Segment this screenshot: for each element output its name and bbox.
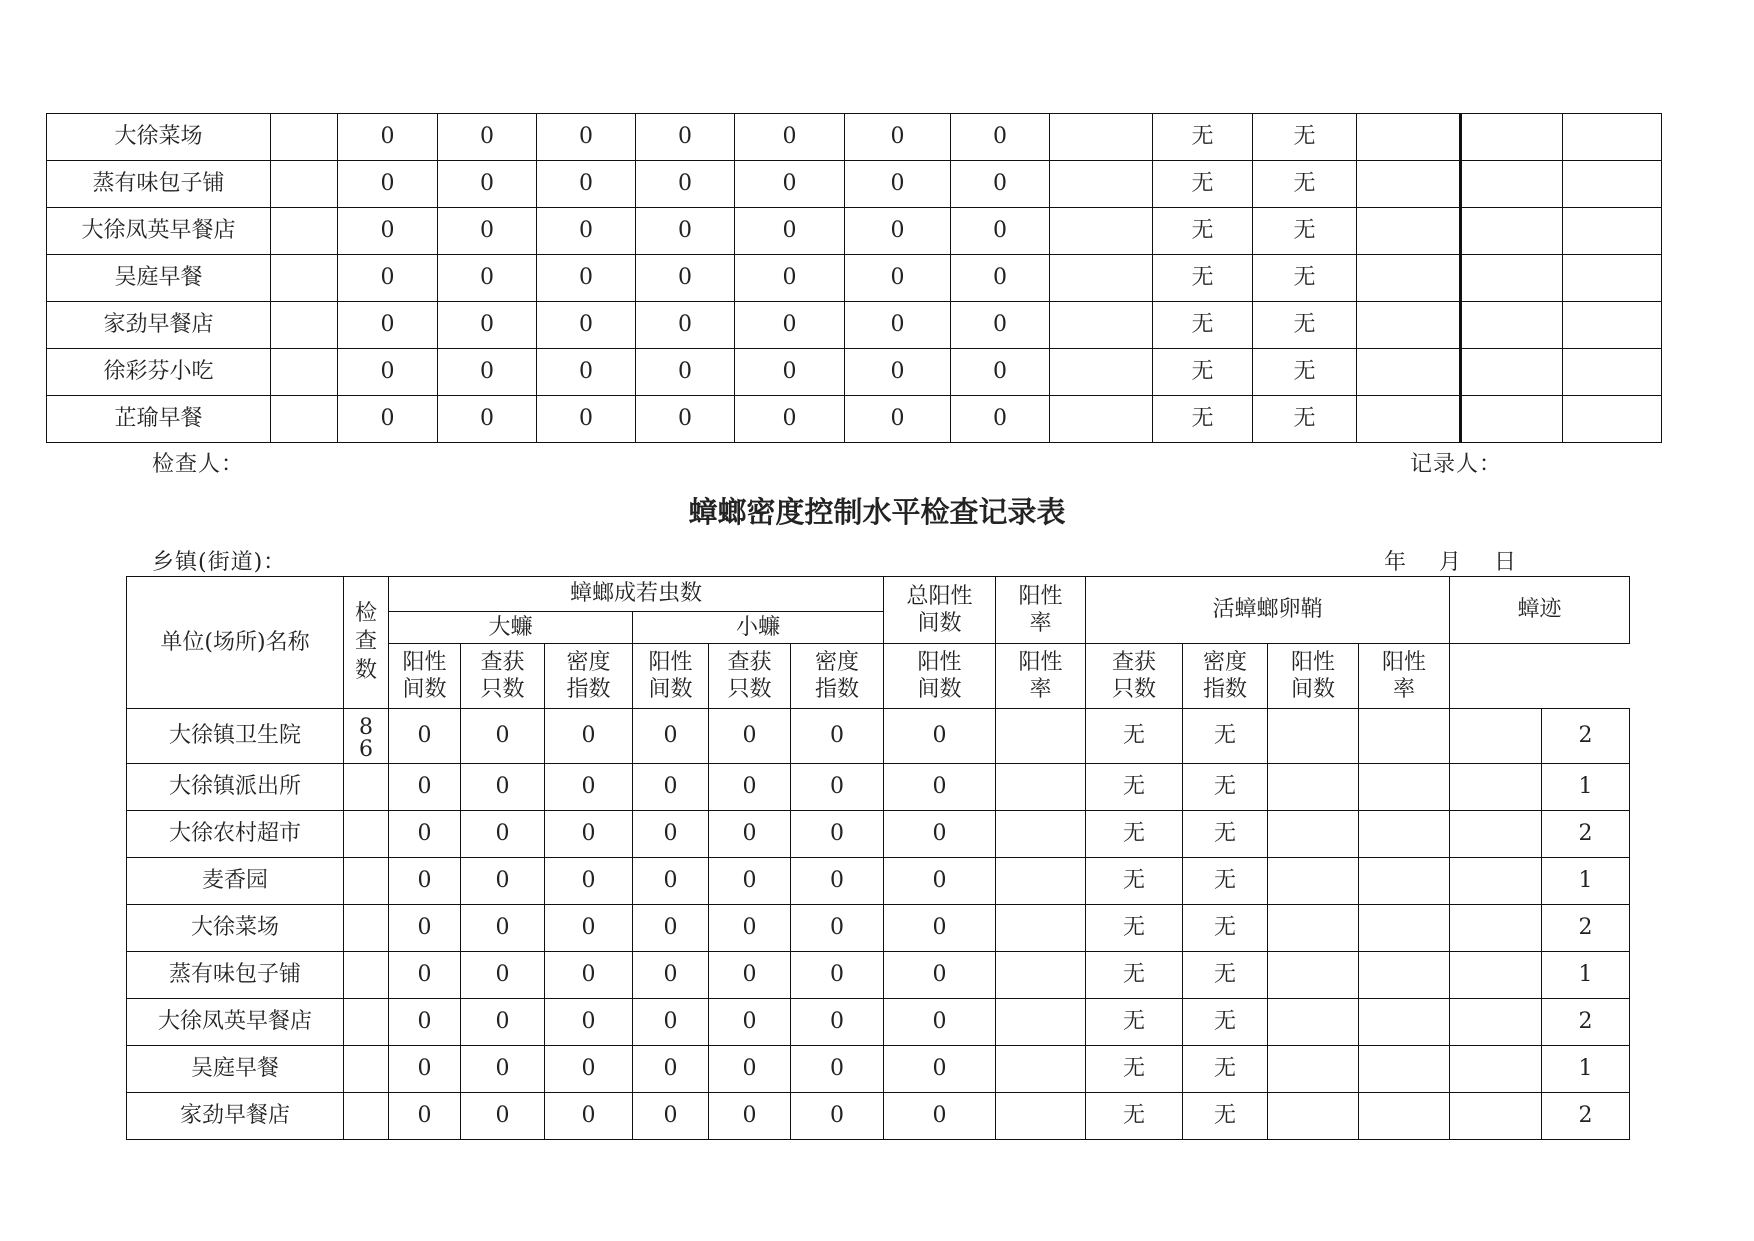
egg-caught-cell xyxy=(1357,396,1461,443)
trace-pos-rate-cell: 1 xyxy=(1542,858,1630,905)
value-cell: 0 xyxy=(389,952,461,999)
header-trace: 蟑迹 xyxy=(1450,577,1630,644)
value-cell: 0 xyxy=(461,1046,545,1093)
pos-rate-cell xyxy=(996,764,1086,811)
value-cell: 0 xyxy=(537,208,636,255)
value-cell: 0 xyxy=(791,811,884,858)
value-cell: 0 xyxy=(845,302,951,349)
value-cell: 0 xyxy=(438,349,537,396)
trace-pos-count-cell xyxy=(1450,811,1542,858)
value-cell: 0 xyxy=(951,114,1050,161)
check-count-cell xyxy=(344,952,389,999)
trace-pos-rate-cell: 2 xyxy=(1542,905,1630,952)
value-cell: 0 xyxy=(636,255,735,302)
unit-name-cell: 大徐菜场 xyxy=(47,114,271,161)
trace-pos-rate-cell: 2 xyxy=(1542,999,1630,1046)
table-row xyxy=(127,999,1630,1046)
header-adult-nymph: 蟑螂成若虫数 xyxy=(389,577,884,612)
check-count-cell xyxy=(344,999,389,1046)
value-cell: 0 xyxy=(537,349,636,396)
value-cell: 0 xyxy=(791,905,884,952)
unit-name-cell: 麦香园 xyxy=(127,858,344,905)
egg-density-cell xyxy=(1461,396,1563,443)
value-cell: 0 xyxy=(884,1093,996,1140)
pos-rate-cell xyxy=(996,811,1086,858)
header-total-pos: 总阳性间数 xyxy=(884,577,996,644)
value-cell: 0 xyxy=(461,905,545,952)
egg-pos-rate-cell: 无 xyxy=(1183,1046,1268,1093)
egg-caught-cell xyxy=(1357,349,1461,396)
egg-pos-count-cell: 无 xyxy=(1086,764,1183,811)
value-cell: 0 xyxy=(461,709,545,764)
egg-caught-cell xyxy=(1268,764,1359,811)
header-egg-pos-rate: 阳性率 xyxy=(996,644,1086,709)
egg-pos-count-cell: 无 xyxy=(1153,396,1253,443)
header-trace-pos-count: 阳性间数 xyxy=(1268,644,1359,709)
trace-pos-count-cell xyxy=(1450,764,1542,811)
value-cell: 0 xyxy=(709,764,791,811)
check-count-cell xyxy=(344,1093,389,1140)
table-row xyxy=(47,396,1662,443)
pos-rate-cell xyxy=(996,905,1086,952)
value-cell: 0 xyxy=(438,208,537,255)
value-cell: 0 xyxy=(845,208,951,255)
value-cell: 0 xyxy=(461,858,545,905)
value-cell: 0 xyxy=(537,114,636,161)
check-count-cell xyxy=(271,161,338,208)
egg-caught-cell xyxy=(1268,858,1359,905)
value-cell: 0 xyxy=(951,396,1050,443)
value-cell: 0 xyxy=(709,709,791,764)
header-large-caught: 查获只数 xyxy=(461,644,545,709)
table-row xyxy=(47,161,1662,208)
header-small: 小蠊 xyxy=(633,612,884,644)
value-cell: 0 xyxy=(884,764,996,811)
value-cell: 0 xyxy=(389,709,461,764)
egg-caught-cell xyxy=(1268,905,1359,952)
egg-caught-cell xyxy=(1357,302,1461,349)
egg-density-cell xyxy=(1359,709,1450,764)
check-count-cell xyxy=(271,349,338,396)
value-cell: 0 xyxy=(636,208,735,255)
egg-pos-rate-cell: 无 xyxy=(1253,255,1357,302)
value-cell: 0 xyxy=(545,1093,633,1140)
value-cell: 0 xyxy=(461,1093,545,1140)
value-cell: 0 xyxy=(636,349,735,396)
value-cell: 0 xyxy=(845,255,951,302)
egg-pos-count-cell: 无 xyxy=(1086,811,1183,858)
unit-name-cell: 芷瑜早餐 xyxy=(47,396,271,443)
trace-cell xyxy=(1563,208,1662,255)
value-cell: 0 xyxy=(709,1093,791,1140)
value-cell: 0 xyxy=(389,764,461,811)
value-cell: 0 xyxy=(545,905,633,952)
table-row xyxy=(47,208,1662,255)
value-cell: 0 xyxy=(545,858,633,905)
header-small-density: 密度指数 xyxy=(791,644,884,709)
table-row xyxy=(47,302,1662,349)
egg-pos-rate-cell: 无 xyxy=(1183,1093,1268,1140)
header-small-pos-count: 阳性间数 xyxy=(633,644,709,709)
pos-rate-cell xyxy=(996,1046,1086,1093)
trace-pos-count-cell xyxy=(1450,1046,1542,1093)
egg-pos-count-cell: 无 xyxy=(1086,999,1183,1046)
egg-density-cell xyxy=(1359,811,1450,858)
trace-pos-count-cell xyxy=(1450,905,1542,952)
value-cell: 0 xyxy=(545,1046,633,1093)
value-cell: 0 xyxy=(636,161,735,208)
value-cell: 0 xyxy=(338,161,438,208)
recorder-label: 记录人： xyxy=(1410,452,1503,477)
pos-rate-cell xyxy=(1050,396,1153,443)
table-row xyxy=(47,349,1662,396)
header-large-density: 密度指数 xyxy=(545,644,633,709)
value-cell: 0 xyxy=(709,1046,791,1093)
value-cell: 0 xyxy=(461,811,545,858)
value-cell: 0 xyxy=(545,952,633,999)
value-cell: 0 xyxy=(438,396,537,443)
value-cell: 0 xyxy=(951,208,1050,255)
value-cell: 0 xyxy=(951,255,1050,302)
value-cell: 0 xyxy=(735,161,845,208)
egg-pos-count-cell: 无 xyxy=(1086,858,1183,905)
pos-rate-cell xyxy=(1050,302,1153,349)
value-cell: 0 xyxy=(884,1046,996,1093)
table-row xyxy=(127,1093,1630,1140)
pos-rate-cell xyxy=(1050,208,1153,255)
table-row xyxy=(127,764,1630,811)
table-row xyxy=(127,811,1630,858)
trace-pos-rate-cell: 1 xyxy=(1542,952,1630,999)
trace-cell xyxy=(1563,396,1662,443)
unit-name-cell: 大徐凤英早餐店 xyxy=(47,208,271,255)
egg-density-cell xyxy=(1359,999,1450,1046)
egg-density-cell xyxy=(1359,1046,1450,1093)
egg-pos-count-cell: 无 xyxy=(1153,114,1253,161)
value-cell: 0 xyxy=(951,349,1050,396)
header-egg-pos-count: 阳性间数 xyxy=(884,644,996,709)
value-cell: 0 xyxy=(545,999,633,1046)
egg-caught-cell xyxy=(1357,161,1461,208)
page-title: 蟑螂密度控制水平检查记录表 xyxy=(688,495,1066,529)
value-cell: 0 xyxy=(709,999,791,1046)
trace-cell xyxy=(1563,349,1662,396)
check-count-cell xyxy=(344,811,389,858)
header-large: 大蠊 xyxy=(389,612,633,644)
trace-cell xyxy=(1563,161,1662,208)
value-cell: 0 xyxy=(735,302,845,349)
town-label: 乡镇(街道)： xyxy=(152,550,287,575)
value-cell: 0 xyxy=(338,349,438,396)
value-cell: 0 xyxy=(709,811,791,858)
egg-density-cell xyxy=(1359,764,1450,811)
previous-page-table xyxy=(46,113,1662,443)
header-trace-pos-rate: 阳性率 xyxy=(1359,644,1450,709)
egg-pos-rate-cell: 无 xyxy=(1183,709,1268,764)
egg-caught-cell xyxy=(1357,255,1461,302)
header-egg-caught: 查获只数 xyxy=(1086,644,1183,709)
trace-pos-rate-cell: 2 xyxy=(1542,709,1630,764)
egg-pos-rate-cell: 无 xyxy=(1183,952,1268,999)
value-cell: 0 xyxy=(884,952,996,999)
value-cell: 0 xyxy=(633,811,709,858)
unit-name-cell: 大徐农村超市 xyxy=(127,811,344,858)
value-cell: 0 xyxy=(461,764,545,811)
egg-density-cell xyxy=(1461,302,1563,349)
value-cell: 0 xyxy=(791,999,884,1046)
value-cell: 0 xyxy=(735,255,845,302)
pos-rate-cell xyxy=(1050,349,1153,396)
check-count-cell xyxy=(271,114,338,161)
value-cell: 0 xyxy=(636,396,735,443)
value-cell: 0 xyxy=(633,999,709,1046)
pos-rate-cell xyxy=(996,1093,1086,1140)
value-cell: 0 xyxy=(338,302,438,349)
value-cell: 0 xyxy=(884,709,996,764)
value-cell: 0 xyxy=(438,302,537,349)
unit-name-cell: 吴庭早餐 xyxy=(127,1046,344,1093)
check-count-cell xyxy=(271,396,338,443)
value-cell: 0 xyxy=(545,764,633,811)
egg-density-cell xyxy=(1461,349,1563,396)
value-cell: 0 xyxy=(389,999,461,1046)
pos-rate-cell xyxy=(996,952,1086,999)
value-cell: 0 xyxy=(845,396,951,443)
value-cell: 0 xyxy=(537,255,636,302)
trace-pos-count-cell xyxy=(1450,858,1542,905)
value-cell: 0 xyxy=(884,858,996,905)
value-cell: 0 xyxy=(461,952,545,999)
table-row xyxy=(47,114,1662,161)
trace-pos-rate-cell: 2 xyxy=(1542,811,1630,858)
egg-caught-cell xyxy=(1268,1046,1359,1093)
check-count-cell xyxy=(271,208,338,255)
check-count-cell xyxy=(271,255,338,302)
egg-pos-rate-cell: 无 xyxy=(1183,858,1268,905)
value-cell: 0 xyxy=(845,349,951,396)
egg-pos-rate-cell: 无 xyxy=(1253,208,1357,255)
value-cell: 0 xyxy=(951,302,1050,349)
pos-rate-cell xyxy=(996,709,1086,764)
egg-pos-rate-cell: 无 xyxy=(1253,114,1357,161)
value-cell: 0 xyxy=(884,999,996,1046)
check-count-cell xyxy=(344,1046,389,1093)
date-label: 年 月 日 xyxy=(1384,550,1517,575)
check-count-cell xyxy=(344,709,389,764)
value-cell: 0 xyxy=(461,999,545,1046)
unit-name-cell: 蒸有味包子铺 xyxy=(47,161,271,208)
value-cell: 0 xyxy=(389,858,461,905)
header-large-pos-count: 阳性间数 xyxy=(389,644,461,709)
unit-name-cell: 吴庭早餐 xyxy=(47,255,271,302)
check-count-value: 86 xyxy=(359,715,373,762)
value-cell: 0 xyxy=(537,302,636,349)
trace-pos-count-cell xyxy=(1450,1093,1542,1140)
pos-rate-cell xyxy=(1050,255,1153,302)
unit-name-cell: 大徐镇卫生院 xyxy=(127,709,344,764)
header-live-eggs: 活蟑螂卵鞘 xyxy=(1086,577,1450,644)
trace-cell xyxy=(1563,114,1662,161)
value-cell: 0 xyxy=(735,349,845,396)
check-count-cell xyxy=(344,905,389,952)
value-cell: 0 xyxy=(791,764,884,811)
egg-pos-rate-cell: 无 xyxy=(1253,396,1357,443)
egg-pos-rate-cell: 无 xyxy=(1183,764,1268,811)
value-cell: 0 xyxy=(389,1046,461,1093)
value-cell: 0 xyxy=(338,255,438,302)
value-cell: 0 xyxy=(633,764,709,811)
unit-name-cell: 徐彩芬小吃 xyxy=(47,349,271,396)
trace-cell xyxy=(1563,255,1662,302)
egg-pos-count-cell: 无 xyxy=(1086,952,1183,999)
value-cell: 0 xyxy=(389,811,461,858)
egg-pos-count-cell: 无 xyxy=(1086,1093,1183,1140)
value-cell: 0 xyxy=(636,114,735,161)
egg-caught-cell xyxy=(1268,811,1359,858)
trace-pos-count-cell xyxy=(1450,999,1542,1046)
value-cell: 0 xyxy=(884,905,996,952)
header-pos-rate: 阳性率 xyxy=(996,577,1086,644)
table-row xyxy=(47,255,1662,302)
value-cell: 0 xyxy=(735,396,845,443)
value-cell: 0 xyxy=(951,161,1050,208)
egg-pos-count-cell: 无 xyxy=(1086,709,1183,764)
value-cell: 0 xyxy=(791,1093,884,1140)
pos-rate-cell xyxy=(1050,114,1153,161)
trace-pos-count-cell xyxy=(1450,952,1542,999)
value-cell: 0 xyxy=(735,208,845,255)
value-cell: 0 xyxy=(845,161,951,208)
egg-pos-count-cell: 无 xyxy=(1086,905,1183,952)
check-count-cell xyxy=(344,858,389,905)
unit-name-cell: 家劲早餐店 xyxy=(47,302,271,349)
value-cell: 0 xyxy=(389,905,461,952)
egg-density-cell xyxy=(1359,1093,1450,1140)
egg-pos-count-cell: 无 xyxy=(1153,255,1253,302)
value-cell: 0 xyxy=(791,1046,884,1093)
egg-pos-count-cell: 无 xyxy=(1153,208,1253,255)
value-cell: 0 xyxy=(791,952,884,999)
egg-density-cell xyxy=(1461,208,1563,255)
egg-caught-cell xyxy=(1268,709,1359,764)
value-cell: 0 xyxy=(537,161,636,208)
egg-pos-rate-cell: 无 xyxy=(1253,302,1357,349)
egg-caught-cell xyxy=(1357,114,1461,161)
pos-rate-cell xyxy=(996,858,1086,905)
value-cell: 0 xyxy=(709,905,791,952)
value-cell: 0 xyxy=(709,952,791,999)
egg-pos-rate-cell: 无 xyxy=(1253,349,1357,396)
inspector-label: 检查人： xyxy=(152,452,245,477)
egg-pos-count-cell: 无 xyxy=(1153,349,1253,396)
egg-pos-count-cell: 无 xyxy=(1153,161,1253,208)
table-row xyxy=(127,905,1630,952)
value-cell: 0 xyxy=(389,1093,461,1140)
egg-pos-rate-cell: 无 xyxy=(1253,161,1357,208)
trace-pos-rate-cell: 1 xyxy=(1542,1046,1630,1093)
value-cell: 0 xyxy=(633,905,709,952)
value-cell: 0 xyxy=(338,208,438,255)
table-row xyxy=(127,709,1630,764)
unit-name-cell: 大徐菜场 xyxy=(127,905,344,952)
egg-caught-cell xyxy=(1357,208,1461,255)
value-cell: 0 xyxy=(845,114,951,161)
trace-cell xyxy=(1563,302,1662,349)
unit-name-cell: 大徐凤英早餐店 xyxy=(127,999,344,1046)
header-small-caught: 查获只数 xyxy=(709,644,791,709)
egg-pos-count-cell: 无 xyxy=(1086,1046,1183,1093)
egg-density-cell xyxy=(1461,161,1563,208)
trace-pos-rate-cell: 1 xyxy=(1542,764,1630,811)
value-cell: 0 xyxy=(545,811,633,858)
value-cell: 0 xyxy=(791,858,884,905)
header-check-count: 检查数 xyxy=(344,577,389,709)
check-count-cell xyxy=(271,302,338,349)
unit-name-cell: 蒸有味包子铺 xyxy=(127,952,344,999)
unit-name-cell: 大徐镇派出所 xyxy=(127,764,344,811)
header-unit-name: 单位(场所)名称 xyxy=(127,577,344,709)
egg-density-cell xyxy=(1461,114,1563,161)
egg-pos-count-cell: 无 xyxy=(1153,302,1253,349)
unit-name-cell: 家劲早餐店 xyxy=(127,1093,344,1140)
value-cell: 0 xyxy=(438,255,537,302)
value-cell: 0 xyxy=(791,709,884,764)
egg-pos-rate-cell: 无 xyxy=(1183,811,1268,858)
egg-density-cell xyxy=(1359,858,1450,905)
egg-caught-cell xyxy=(1268,1093,1359,1140)
cockroach-density-table xyxy=(126,576,1630,1140)
header-egg-density: 密度指数 xyxy=(1183,644,1268,709)
egg-pos-rate-cell: 无 xyxy=(1183,905,1268,952)
table-row xyxy=(127,1046,1630,1093)
check-count-cell xyxy=(344,764,389,811)
value-cell: 0 xyxy=(636,302,735,349)
egg-pos-rate-cell: 无 xyxy=(1183,999,1268,1046)
egg-caught-cell xyxy=(1268,999,1359,1046)
value-cell: 0 xyxy=(537,396,636,443)
value-cell: 0 xyxy=(338,396,438,443)
value-cell: 0 xyxy=(438,114,537,161)
value-cell: 0 xyxy=(633,858,709,905)
value-cell: 0 xyxy=(735,114,845,161)
value-cell: 0 xyxy=(633,709,709,764)
trace-pos-rate-cell: 2 xyxy=(1542,1093,1630,1140)
value-cell: 0 xyxy=(633,1093,709,1140)
pos-rate-cell xyxy=(996,999,1086,1046)
table-row xyxy=(127,952,1630,999)
value-cell: 0 xyxy=(884,811,996,858)
value-cell: 0 xyxy=(709,858,791,905)
value-cell: 0 xyxy=(633,1046,709,1093)
egg-caught-cell xyxy=(1268,952,1359,999)
trace-pos-count-cell xyxy=(1450,709,1542,764)
egg-density-cell xyxy=(1359,952,1450,999)
egg-density-cell xyxy=(1359,905,1450,952)
value-cell: 0 xyxy=(338,114,438,161)
table-row xyxy=(127,858,1630,905)
value-cell: 0 xyxy=(438,161,537,208)
value-cell: 0 xyxy=(545,709,633,764)
pos-rate-cell xyxy=(1050,161,1153,208)
value-cell: 0 xyxy=(633,952,709,999)
egg-density-cell xyxy=(1461,255,1563,302)
